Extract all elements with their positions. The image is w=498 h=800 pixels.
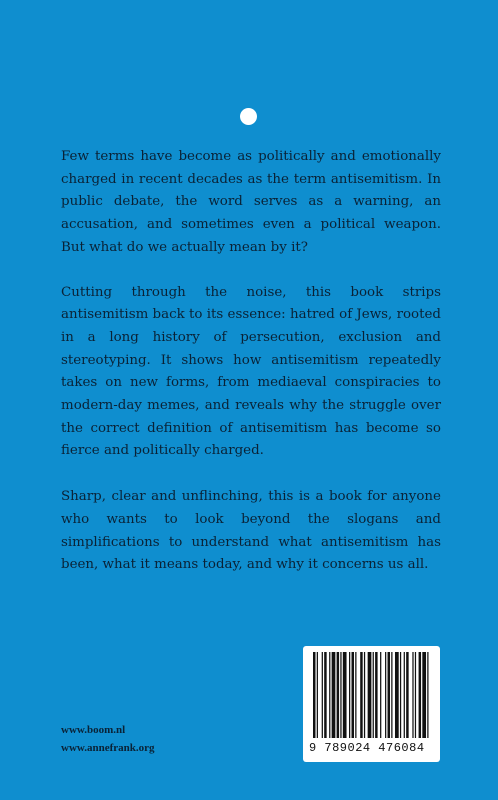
barcode-bars	[313, 652, 431, 738]
ornament-dot	[240, 108, 257, 125]
website-links	[61, 721, 155, 757]
publisher-url[interactable]: www.boom.nl	[61, 724, 126, 736]
blurb-paragraph-2: Cutting through the noise, this book strips antisemitism back to its essence: hatred of Jews, rooted in a long history of persecution, exclusion and stereotyping. It shows how antisemitism repeatedly takes on new forms, from mediaeval conspiracies to modern-day memes, and reveals why the struggle over the correct definition of antisemitism has become so fierce and politically charged.	[61, 284, 441, 459]
isbn-barcode	[303, 646, 440, 762]
barcode-number: 9 789024 476084	[309, 741, 425, 755]
blurb-paragraph-3: Sharp, clear and unflinching, this is a book for anyone who wants to look beyond the slogans and simplifications to understand what antisemitism has been, what it means today, and why it concerns us all.	[61, 489, 441, 573]
blurb-paragraph-1: Few terms have become as politically and emotionally charged in recent decades as the term antisemitism. In public debate, the word serves as a warning, an accusation, and sometimes even a political weapon. But what do we actually mean by it?	[61, 149, 441, 255]
foundation-url[interactable]: www.annefrank.org	[61, 742, 155, 754]
blurb-text	[61, 146, 441, 600]
